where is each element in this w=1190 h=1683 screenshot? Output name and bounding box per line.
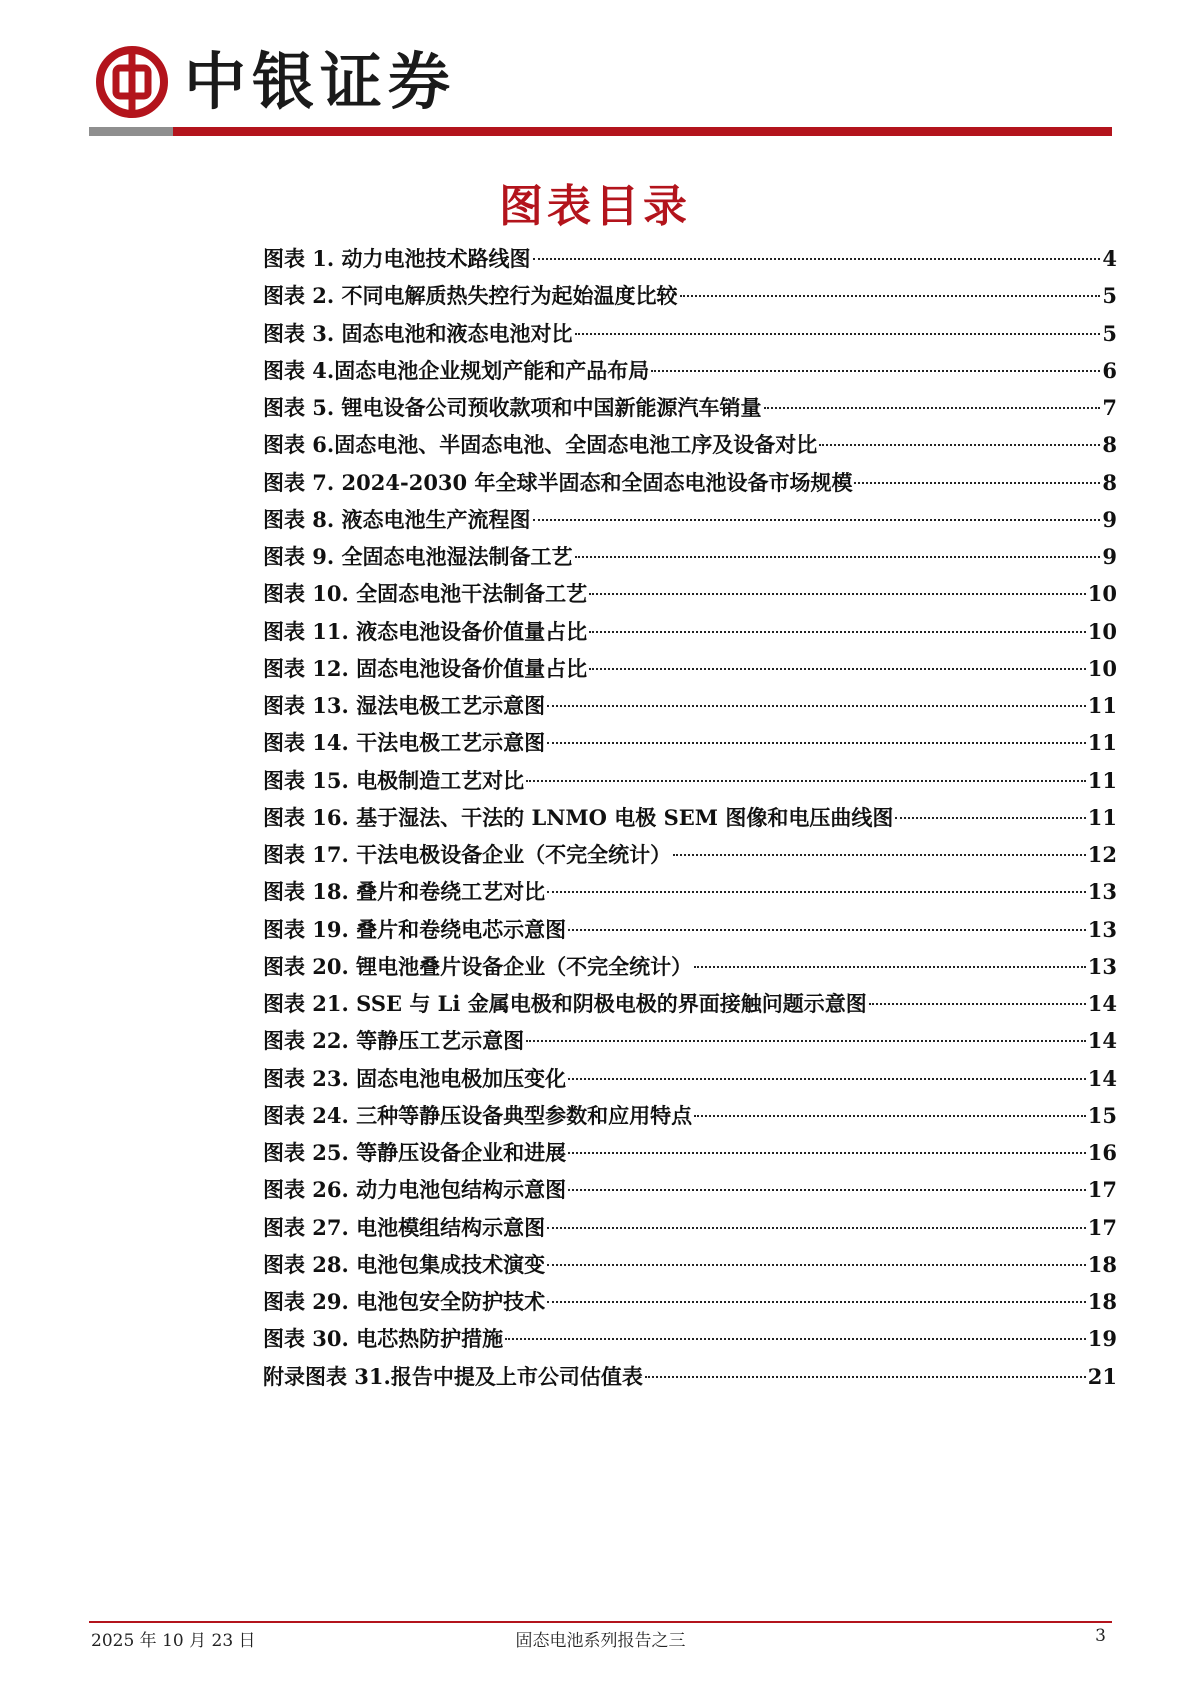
toc-entry[interactable]	[263, 501, 1117, 538]
toc-entry[interactable]	[263, 650, 1117, 687]
toc-entry-label: 图表 27. 电池模组结构示意图	[263, 1214, 546, 1240]
toc-entry-page: 10	[1087, 618, 1117, 644]
toc-entry-label: 图表 23. 固态电池电极加压变化	[263, 1065, 567, 1091]
toc-entry-label: 图表 14. 干法电极工艺示意图	[263, 730, 546, 756]
toc-entry[interactable]	[263, 277, 1117, 314]
toc-leader-dots	[568, 929, 1086, 931]
toc-entry-label: 图表 12. 固态电池设备价值量占比	[263, 655, 588, 681]
toc-leader-dots	[854, 482, 1100, 484]
toc-entry[interactable]	[263, 1283, 1117, 1320]
toc-leader-dots	[895, 817, 1085, 819]
header-rule-red	[173, 127, 1112, 136]
toc-entry-page: 15	[1087, 1102, 1117, 1128]
toc-entry-label: 图表 1. 动力电池技术路线图	[263, 246, 531, 271]
toc-leader-dots	[680, 295, 1101, 297]
toc-entry[interactable]	[263, 240, 1117, 277]
toc-entry[interactable]	[263, 873, 1117, 910]
toc-entry[interactable]	[263, 985, 1117, 1022]
toc-entry-label: 图表 28. 电池包集成技术演变	[263, 1251, 546, 1277]
toc-leader-dots	[526, 780, 1086, 782]
toc-entry[interactable]	[263, 1209, 1117, 1246]
page-number: 3	[1095, 1626, 1106, 1646]
toc-entry-label: 图表 16. 基于湿法、干法的 LNMO 电极 SEM 图像和电压曲线图	[263, 804, 894, 830]
toc-entry-page: 13	[1087, 879, 1117, 905]
toc-entry[interactable]	[263, 836, 1117, 873]
toc-entry[interactable]	[263, 1060, 1117, 1097]
toc-entry[interactable]	[263, 613, 1117, 650]
toc-entry-page: 9	[1102, 544, 1117, 569]
toc-leader-dots	[547, 705, 1086, 707]
toc-entry-page: 14	[1087, 1065, 1117, 1091]
toc-entry-label: 图表 24. 三种等静压设备典型参数和应用特点	[263, 1102, 693, 1128]
toc-entry-page: 13	[1087, 916, 1117, 942]
toc-leader-dots	[694, 1115, 1086, 1117]
toc-leader-dots	[547, 1264, 1086, 1266]
report-date: 2025 年 10 月 23 日	[91, 1631, 256, 1651]
toc-entry[interactable]	[263, 1358, 1117, 1395]
toc-entry-label: 图表 13. 湿法电极工艺示意图	[263, 693, 546, 718]
toc-entry-page: 10	[1087, 655, 1117, 681]
toc-entry[interactable]	[263, 1171, 1117, 1208]
toc-leader-dots	[533, 258, 1101, 260]
footer	[89, 1626, 1112, 1650]
toc-leader-dots	[568, 1078, 1086, 1080]
toc-entry[interactable]	[263, 948, 1117, 985]
toc-leader-dots	[575, 333, 1101, 335]
toc-title: 图表目录	[499, 181, 691, 232]
toc-entry[interactable]	[263, 1320, 1117, 1357]
toc-leader-dots	[819, 444, 1100, 446]
toc-entry-label: 图表 25. 等静压设备企业和进展	[263, 1140, 567, 1165]
toc-entry[interactable]	[263, 911, 1117, 948]
toc-entry-page: 11	[1087, 804, 1117, 830]
boc-logo-icon	[96, 46, 168, 118]
toc-entry[interactable]	[263, 799, 1117, 836]
toc-list	[263, 240, 1117, 1395]
toc-leader-dots	[764, 407, 1101, 409]
toc-entry[interactable]	[263, 464, 1117, 501]
toc-entry-page: 12	[1087, 842, 1117, 867]
toc-entry-page: 14	[1087, 991, 1117, 1016]
toc-entry[interactable]	[263, 1134, 1117, 1171]
company-name: 中银证券	[184, 45, 457, 118]
toc-entry-page: 17	[1087, 1177, 1117, 1203]
toc-entry-page: 10	[1087, 581, 1117, 607]
toc-entry-label: 图表 30. 电芯热防护措施	[263, 1326, 504, 1352]
toc-entry-label: 图表 22. 等静压工艺示意图	[263, 1028, 525, 1054]
toc-leader-dots	[645, 1376, 1086, 1378]
toc-entry-page: 11	[1087, 730, 1117, 756]
toc-entry-page: 4	[1102, 246, 1117, 271]
toc-entry-page: 7	[1102, 395, 1117, 420]
toc-entry-page: 5	[1102, 283, 1117, 309]
toc-entry-page: 14	[1087, 1028, 1117, 1054]
toc-leader-dots	[589, 593, 1086, 595]
toc-entry-page: 9	[1102, 506, 1117, 532]
toc-leader-dots	[694, 966, 1086, 968]
report-series: 固态电池系列报告之三	[515, 1631, 686, 1651]
toc-entry-page: 8	[1102, 432, 1117, 458]
toc-entry[interactable]	[263, 1246, 1117, 1283]
toc-entry[interactable]	[263, 538, 1117, 575]
toc-leader-dots	[589, 668, 1086, 670]
toc-entry[interactable]	[263, 352, 1117, 389]
footer-rule	[89, 1621, 1112, 1623]
toc-entry-label: 图表 4.固态电池企业规划产能和产品布局	[263, 357, 650, 383]
toc-entry-label: 图表 18. 叠片和卷绕工艺对比	[263, 879, 546, 905]
toc-entry-page: 6	[1102, 357, 1117, 383]
toc-entry-page: 11	[1087, 767, 1117, 793]
toc-entry-label: 图表 15. 电极制造工艺对比	[263, 767, 525, 793]
toc-entry-page: 16	[1087, 1140, 1117, 1165]
toc-leader-dots	[651, 370, 1100, 372]
toc-entry-page: 19	[1087, 1326, 1117, 1352]
toc-entry-label: 图表 20. 锂电池叠片设备企业（不完全统计）	[263, 953, 693, 979]
toc-entry-label: 图表 5. 锂电设备公司预收款项和中国新能源汽车销量	[263, 395, 762, 420]
toc-leader-dots	[568, 1152, 1086, 1154]
toc-entry[interactable]	[263, 762, 1117, 799]
toc-entry-label: 图表 3. 固态电池和液态电池对比	[263, 320, 573, 346]
toc-entry-label: 图表 9. 全固态电池湿法制备工艺	[263, 544, 573, 569]
toc-leader-dots	[568, 1189, 1086, 1191]
header-rule-gray	[89, 127, 173, 136]
toc-entry-label: 图表 26. 动力电池包结构示意图	[263, 1177, 567, 1203]
toc-entry-page: 18	[1087, 1251, 1117, 1277]
toc-leader-dots	[547, 1301, 1086, 1303]
toc-entry[interactable]	[263, 724, 1117, 761]
toc-leader-dots	[673, 854, 1086, 856]
toc-leader-dots	[547, 742, 1086, 744]
toc-leader-dots	[589, 631, 1086, 633]
toc-entry-label: 图表 17. 干法电极设备企业（不完全统计）	[263, 842, 672, 867]
toc-entry-label: 图表 10. 全固态电池干法制备工艺	[263, 581, 588, 607]
toc-entry[interactable]	[263, 426, 1117, 463]
toc-leader-dots	[505, 1338, 1086, 1340]
toc-entry-page: 13	[1087, 953, 1117, 979]
toc-entry-page: 8	[1102, 469, 1117, 495]
toc-entry[interactable]	[263, 1022, 1117, 1059]
toc-entry-page: 11	[1087, 693, 1117, 718]
toc-leader-dots	[547, 1227, 1086, 1229]
toc-entry-label: 图表 29. 电池包安全防护技术	[263, 1289, 546, 1314]
toc-entry-label: 图表 19. 叠片和卷绕电芯示意图	[263, 916, 567, 942]
toc-entry-page: 21	[1087, 1363, 1117, 1389]
toc-entry-label: 图表 2. 不同电解质热失控行为起始温度比较	[263, 283, 678, 309]
toc-entry[interactable]	[263, 389, 1117, 426]
toc-entry[interactable]	[263, 575, 1117, 612]
toc-entry-page: 5	[1102, 320, 1117, 346]
toc-entry-label: 附录图表 31.报告中提及上市公司估值表	[263, 1363, 643, 1389]
header-rule	[89, 127, 1112, 136]
toc-leader-dots	[526, 1040, 1086, 1042]
toc-leader-dots	[547, 891, 1086, 893]
toc-entry-page: 17	[1087, 1214, 1117, 1240]
toc-entry-label: 图表 7. 2024-2030 年全球半固态和全固态电池设备市场规模	[263, 469, 853, 495]
toc-entry-label: 图表 8. 液态电池生产流程图	[263, 506, 531, 532]
toc-entry[interactable]	[263, 1097, 1117, 1134]
toc-entry-label: 图表 11. 液态电池设备价值量占比	[263, 618, 588, 644]
toc-entry-page: 18	[1087, 1289, 1117, 1314]
company-logo	[96, 46, 456, 118]
toc-entry-label: 图表 21. SSE 与 Li 金属电极和阴极电极的界面接触问题示意图	[263, 991, 867, 1016]
toc-leader-dots	[869, 1003, 1086, 1005]
toc-entry[interactable]	[263, 315, 1117, 352]
toc-entry-label: 图表 6.固态电池、半固态电池、全固态电池工序及设备对比	[263, 432, 818, 458]
toc-entry[interactable]	[263, 687, 1117, 724]
toc-leader-dots	[533, 519, 1101, 521]
toc-leader-dots	[575, 556, 1101, 558]
